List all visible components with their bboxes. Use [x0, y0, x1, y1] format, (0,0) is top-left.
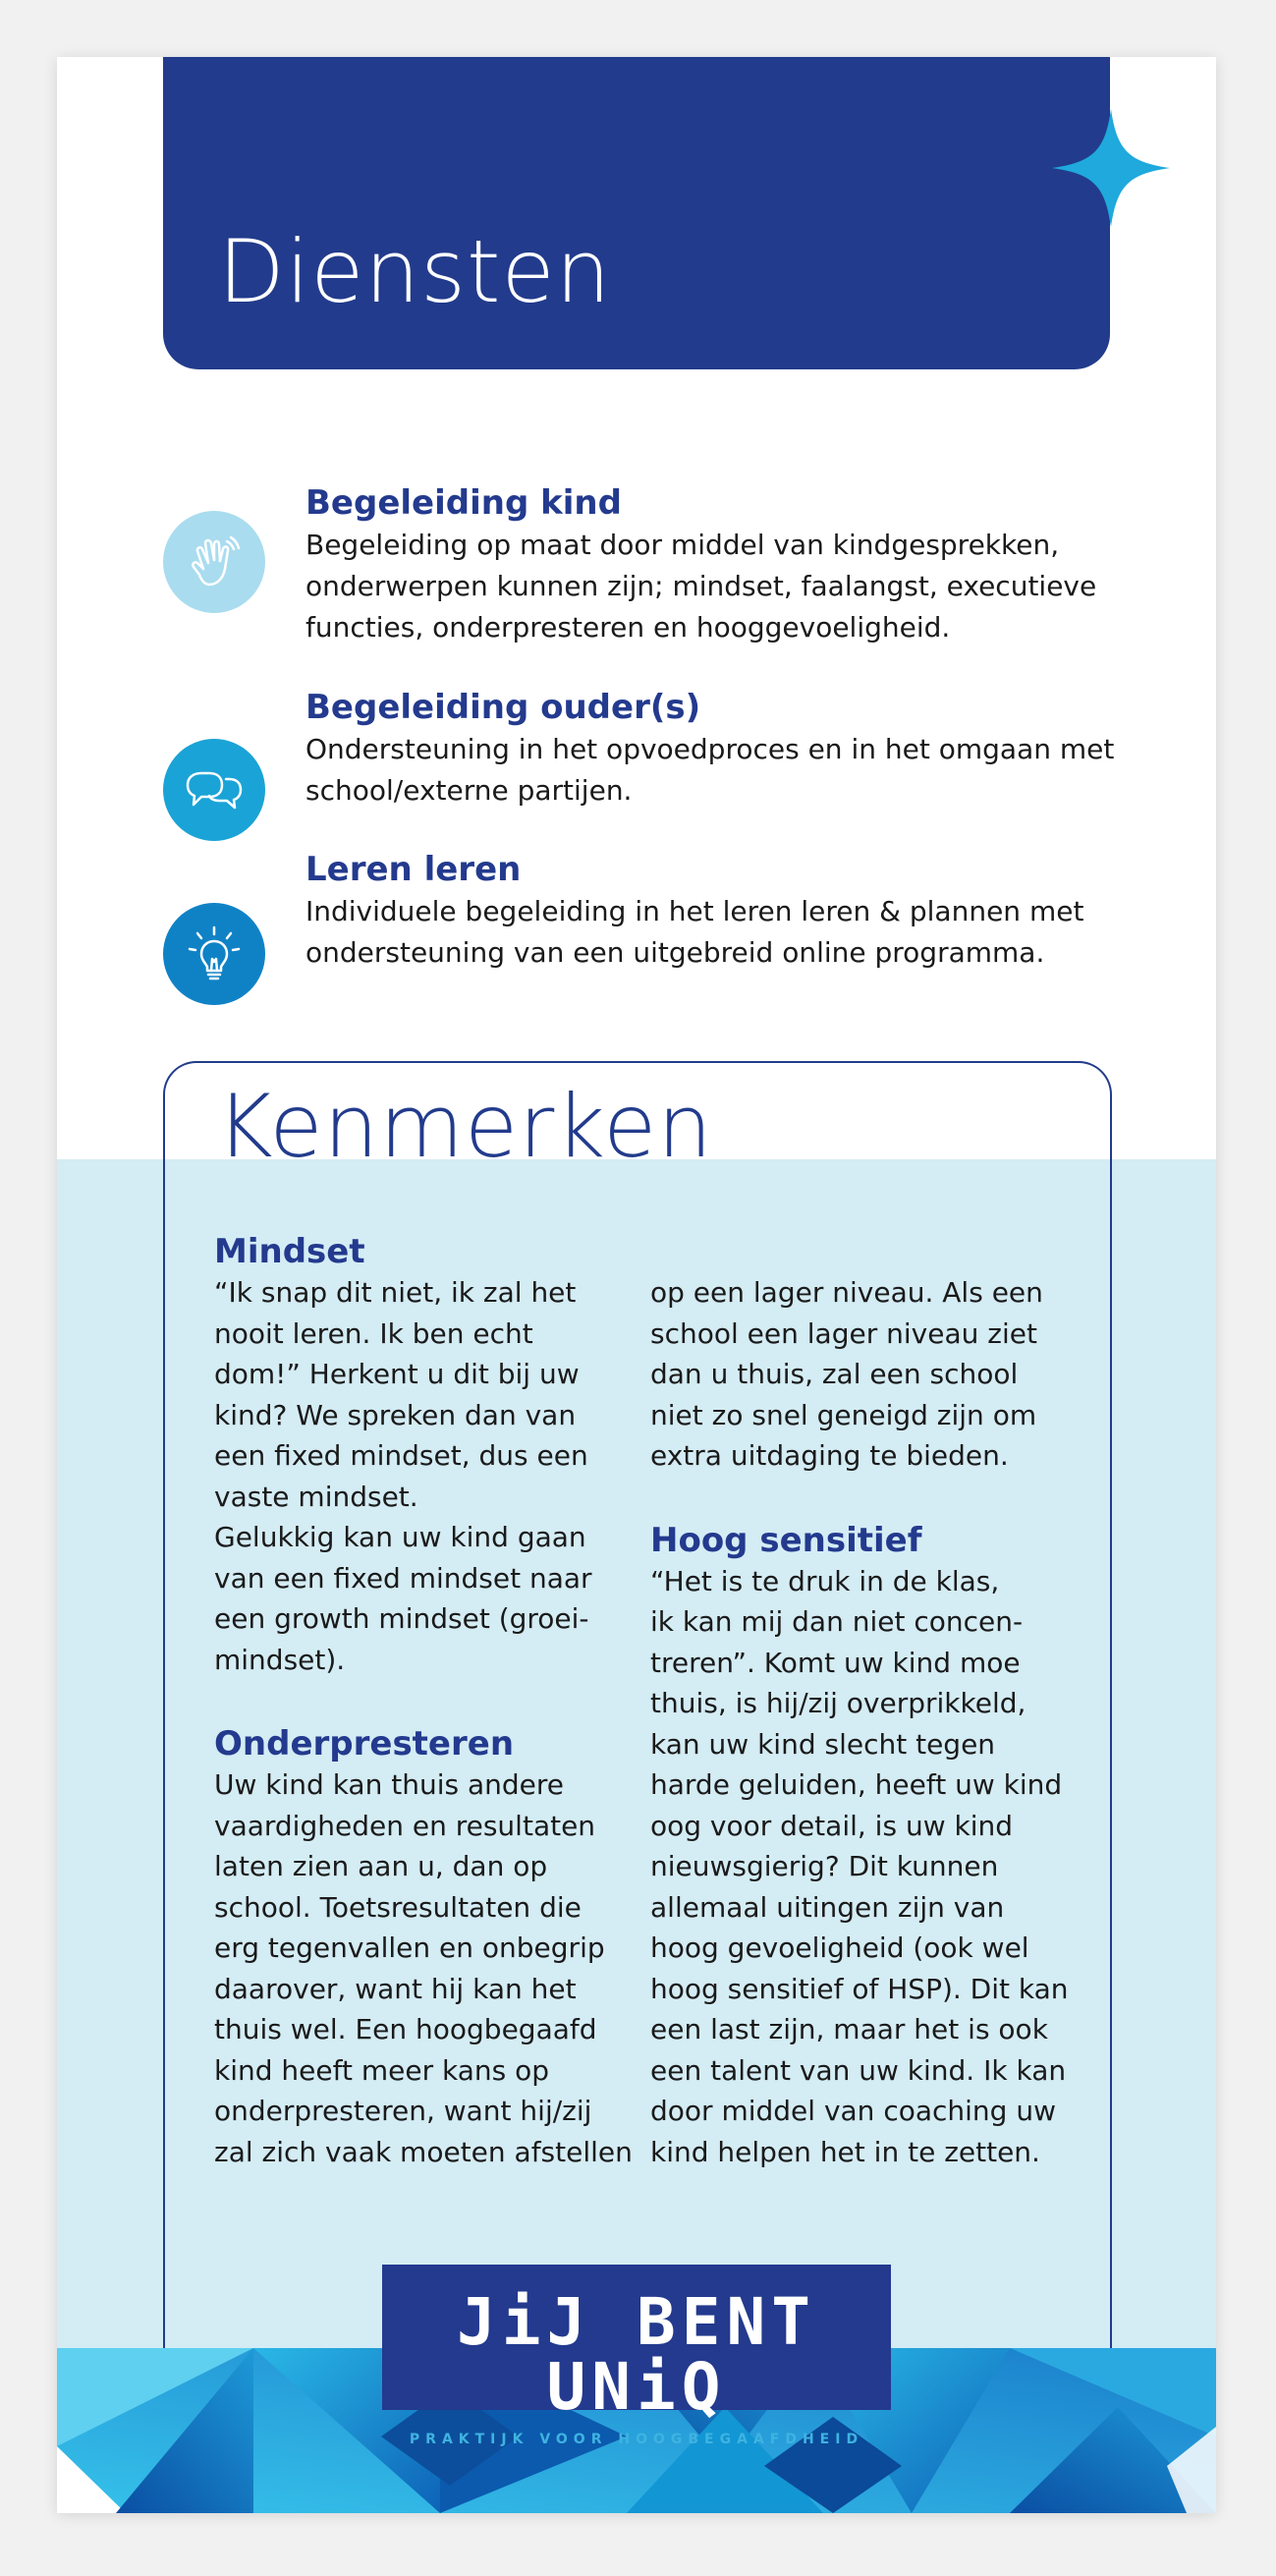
star-icon	[1052, 109, 1170, 227]
logo-name: JiJ BENT UNiQ	[457, 2284, 816, 2425]
logo-tagline: PRAKTIJK VOOR HOOGBEGAAFDHEID	[409, 2432, 864, 2447]
logo	[382, 2265, 891, 2447]
service-description: Begeleiding op maat door middel van kindgesprekken, onderwerpen kunnen zijn; mindset, faalangst, executieve functies, onderpresteren en hooggevoeligheid.	[305, 529, 1097, 644]
service-begeleiding-kind	[163, 481, 1145, 644]
kenmerken-column-right	[650, 1272, 1082, 2172]
service-title: Begeleiding kind	[305, 483, 622, 523]
hand-icon	[163, 511, 265, 613]
mindset-text: “Ik snap dit niet, ik zal het nooit leren. Ik ben echt dom!” Herkent u dit bij uw kind? We spreken dan van een fixed mindset, dus een vaste mindset. Gelukkig kan uw kind gaan van een fixed mindset naar een growth mindset (groei- mindset).	[214, 1276, 592, 1676]
mindset-heading: Mindset	[214, 1232, 365, 1271]
page-title: Diensten	[218, 221, 612, 322]
service-description: Individuele begeleiding in het leren leren & plannen met ondersteuning van een uitgebreid online programma.	[305, 895, 1084, 969]
onderpresteren-text: Uw kind kan thuis andere vaardigheden en resultaten laten zien aan u, dan op school. Toetsresultaten die erg tegenvallen en onbegrip daarover, want hij kan het thuis wel. Een hoogbegaafd kind heeft meer kans op onderpresteren, want hij/zij zal zich vaak moeten afstellen	[214, 1768, 633, 2168]
service-title: Leren leren	[305, 850, 522, 889]
service-begeleiding-ouders	[163, 686, 1145, 807]
speech-bubbles-icon	[163, 739, 265, 841]
hoog-sensitief-text: “Het is te druk in de klas, ik kan mij dan niet concen- treren”. Komt uw kind moe thuis, is hij/zij overprikkeld, kan uw kind slecht tegen harde geluiden, heeft uw kind oog voor detail, is uw kind nieuwsgierig? Dit kunnen allemaal uitingen zijn van hoog gevoeligheid (ook wel hoog sensitief of HSP). Dit kan een last zijn, maar het is ook een talent van uw kind. Ik kan door middel van coaching uw kind helpen het in te zetten.	[650, 1564, 1069, 2168]
onderpresteren-text-continued: op een lager niveau. Als een school een lager niveau ziet dan u thuis, zal een school niet zo snel geneigd zijn om extra uitdaging te bieden.	[650, 1276, 1043, 1472]
lightbulb-icon	[163, 903, 265, 1005]
header-banner	[163, 57, 1110, 369]
service-leren-leren	[163, 848, 1145, 969]
service-description: Ondersteuning in het opvoedproces en in het omgaan met school/externe partijen.	[305, 733, 1115, 807]
flyer-page	[57, 57, 1216, 2513]
kenmerken-title: Kenmerken	[216, 1076, 714, 1177]
hoog-sensitief-heading: Hoog sensitief	[650, 1520, 922, 1560]
onderpresteren-heading: Onderpresteren	[214, 1724, 515, 1764]
service-title: Begeleiding ouder(s)	[305, 688, 701, 727]
kenmerken-column-left	[214, 1231, 637, 2172]
